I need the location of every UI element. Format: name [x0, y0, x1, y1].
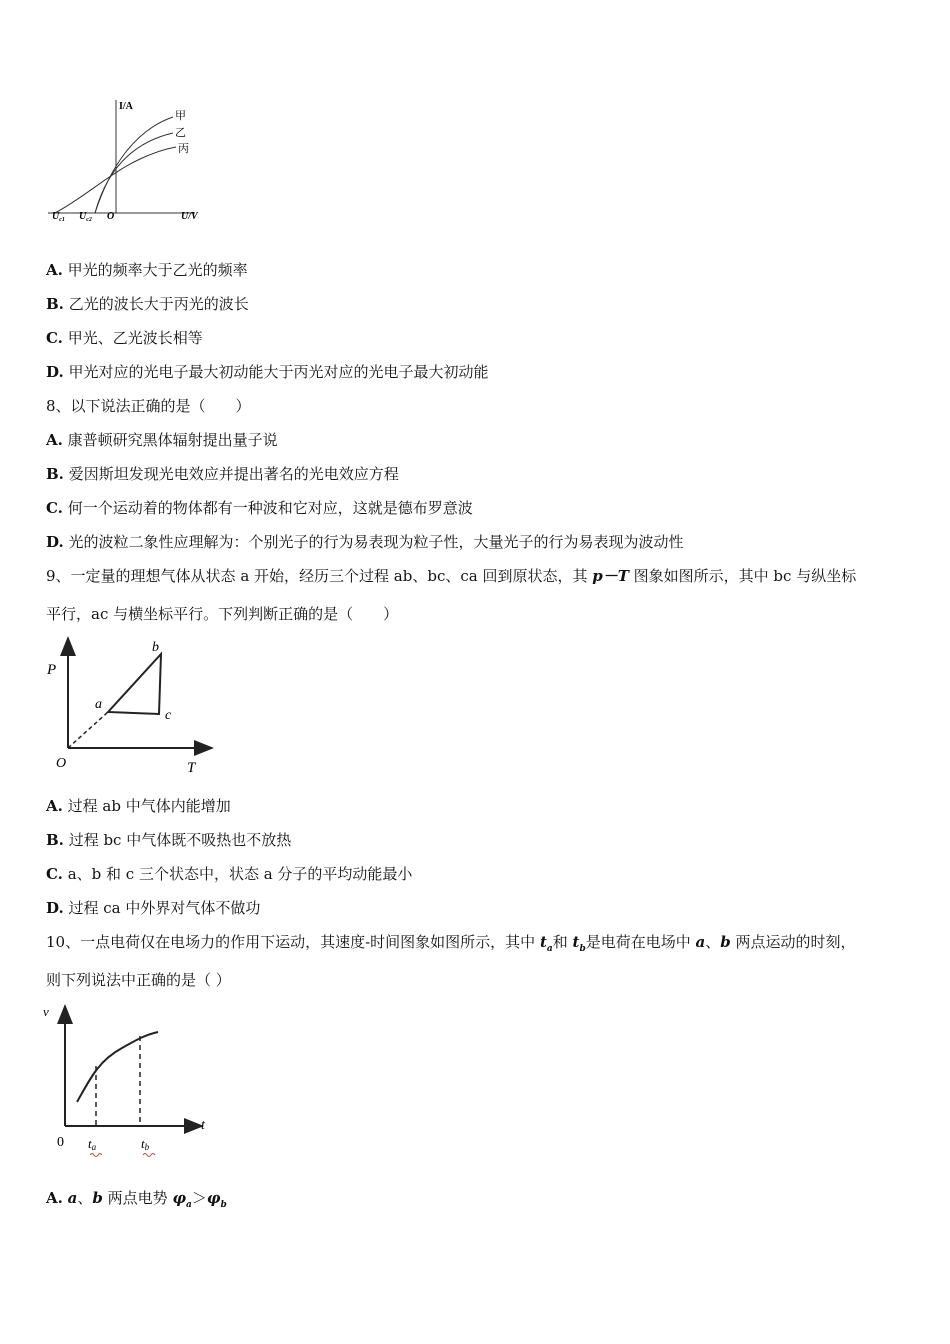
- q7-option-a: A. 甲光的频率大于乙光的频率: [46, 261, 248, 279]
- q7-option-b: B. 乙光的波长大于丙光的波长: [46, 295, 249, 313]
- origin-label: O: [56, 756, 67, 771]
- q8-option-b: B. 爱因斯坦发现光电效应并提出著名的光电效应方程: [46, 465, 399, 483]
- q10-stem-line1: 10、一点电荷仅在电场力的作用下运动，其速度-时间图象如图所示，其中 $t_a$和 $t_b$是电荷在电场中 a、b 两点运动的时刻，: [46, 933, 856, 954]
- origin-label: O: [107, 211, 115, 222]
- q8-option-a: A. 康普顿研究黑体辐射提出量子说: [46, 431, 278, 449]
- iv-curve-figure: [40, 95, 220, 230]
- uc1-label: $U_{c1}$: [52, 211, 65, 223]
- abc-cycle: [108, 654, 161, 714]
- c-label: c: [165, 708, 172, 723]
- q9-option-b: B. 过程 bc 中气体既不吸热也不放热: [46, 831, 292, 849]
- q7-option-d: D. 甲光对应的光电子最大初动能大于丙光对应的光电子最大初动能: [46, 363, 489, 381]
- q7-option-c: C. 甲光、乙光波长相等: [46, 329, 203, 347]
- origin-label: 0: [57, 1135, 64, 1150]
- q9-option-c: C. a、b 和 c 三个状态中，状态 a 分子的平均动能最小: [46, 865, 413, 883]
- uc2-label: $U_{c2}$: [79, 211, 92, 223]
- q8-option-d: D. 光的波粒二象性应理解为：个别光子的行为易表现为粒子性，大量光子的行为易表现为波动性: [46, 533, 684, 551]
- tb-label: tb: [141, 1136, 150, 1152]
- curve-yi: [95, 133, 173, 213]
- q9-stem-line1: 9、一定量的理想气体从状态 a 开始，经历三个过程 ab、bc、ca 回到原状态，其 p－T 图象如图所示，其中 bc 与纵坐标: [46, 567, 857, 585]
- q9-option-d: D. 过程 ca 中外界对气体不做功: [46, 899, 261, 917]
- q10-stem-line2: 则下列说法中正确的是（ ）: [46, 971, 231, 989]
- q9-stem-line2: 平行，ac 与横坐标平行。下列判断正确的是（ ）: [46, 605, 399, 623]
- q8-stem: 8、以下说法正确的是（ ）: [46, 397, 251, 415]
- curve-jia-label: 甲: [175, 110, 186, 122]
- ta-label: ta: [88, 1136, 97, 1152]
- b-label: b: [152, 640, 159, 655]
- q10-option-a: A. a、b 两点电势 $\varphi_a>\varphi_b$: [46, 1189, 227, 1210]
- x-axis-label: U/V: [181, 211, 198, 222]
- curve-yi-label: 乙: [175, 127, 186, 139]
- q9-option-a: A. 过程 ab 中气体内能增加: [46, 797, 231, 815]
- pt-diagram: [40, 632, 220, 780]
- v-label: v: [43, 1004, 49, 1019]
- velocity-curve: [77, 1032, 158, 1102]
- ta-wavy-underline: [90, 1154, 102, 1157]
- tb-wavy-underline: [143, 1154, 155, 1157]
- t-label: t: [201, 1118, 205, 1133]
- y-axis-label: I/A: [119, 101, 133, 112]
- p-label: P: [47, 662, 57, 678]
- a-label: a: [95, 697, 102, 712]
- t-label: T: [187, 760, 196, 776]
- curve-jia: [95, 117, 173, 213]
- q8-option-c: C. 何一个运动着的物体都有一种波和它对应，这就是德布罗意波: [46, 499, 473, 517]
- vt-graph: [40, 1000, 220, 1162]
- curve-bing-label: 丙: [178, 143, 189, 155]
- dashed-extension: [68, 712, 108, 748]
